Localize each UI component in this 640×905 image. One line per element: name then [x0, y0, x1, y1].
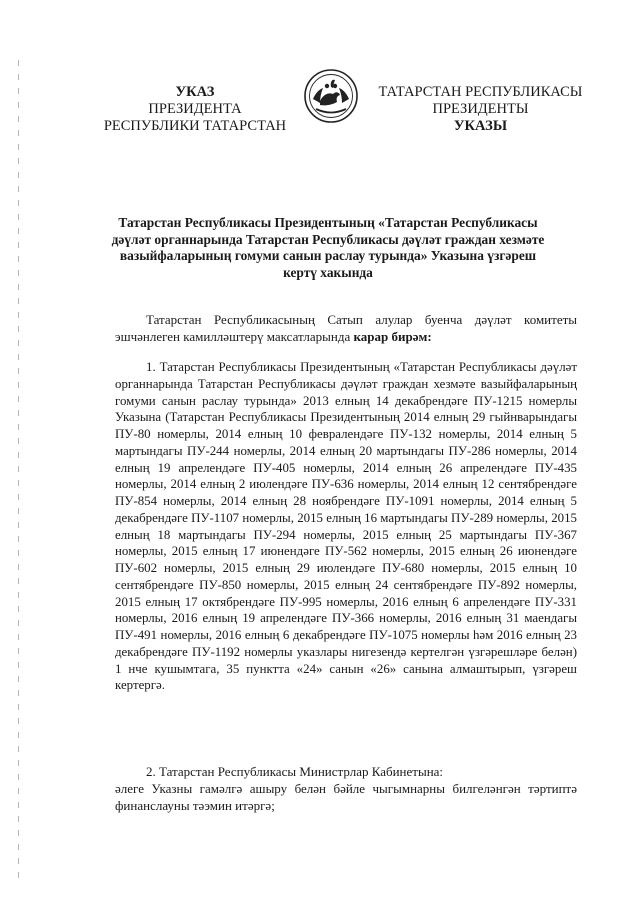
- paragraph-2-heading: 2. Татарстан Республикасы Министрлар Кабинетына:: [146, 764, 444, 779]
- header-right-tatar: [378, 84, 583, 135]
- header-left-russian: [95, 84, 295, 135]
- header-right-line2: ПРЕЗИДЕНТЫ: [432, 101, 529, 117]
- paragraph-1: 1. Татарстан Республикасы Президентының «Татарстан Республикасы дәүләт органнарында Татарстан Республикасы дәүләт граждан хезмәте вазыйфаларының гомуми санын раслау турында» 2013 елның 14 декабрендәге ПУ-1215 номерлы Указына (Татарстан Республикасы Президентының 2014 елның 29 гыйнварындагы ПУ-80 номерлы, 2014 елның 10 февралендәге ПУ-132 номерлы, 2014 елның 5 мартындагы ПУ-244 номерлы, 2014 елның 20 мартындагы ПУ-286 номерлы, 2014 елның 19 апрелендәге ПУ-405 номерлы, 2014 елның 26 апрелендәге ПУ-435 номерлы, 2014 елның 2 июлендәге ПУ-636 номерлы, 2014 елның 12 сентябрендәге ПУ-854 номерлы, 2014 елның 28 ноябрендәге ПУ-1091 номерлы, 2014 елның 5 декабрендәге ПУ-1107 номерлы, 2015 елның 16 мартындагы ПУ-289 номерлы, 2015 елның 18 мартындагы ПУ-294 номерлы, 2015 елның 25 мартындагы ПУ-367 номерлы, 2015 елның 17 июнендәге ПУ-562 номерлы, 2015 елның 26 июнендәге ПУ-602 номерлы, 2015 елның 29 июлендәге ПУ-680 номерлы, 2015 елның 10 сентябрендәге ПУ-850 номерлы, 2015 елның 24 сентябрендәге ПУ-892 номерлы, 2015 елның 17 октябрендәге ПУ-995 номерлы, 2016 елның 6 апрелендәге ПУ-331 номерлы, 2016 елның 19 апрелендәге ПУ-366 номерлы, 2016 елның 31 маендагы ПУ-491 номерлы, 2016 елның 6 декабрендәге ПУ-1075 номерлы һәм 2016 елның 23 декабрендәге ПУ-1192 номерлы указлары нигезендә кертелгән үзгәрешләре белән) 1 нче кушымтага, 35 пунктта «24» санын «26» санына алмаштырып, үзгәреш кертергә.: [115, 360, 577, 693]
- header-right-title: УКАЗЫ: [453, 118, 508, 134]
- preamble-paragraph: [115, 311, 577, 345]
- header-left-line3: РЕСПУБЛИКИ ТАТАРСТАН: [103, 118, 287, 134]
- header-right-line1: ТАТАРСТАН РЕСПУБЛИКАСЫ: [378, 84, 583, 100]
- preamble-decree: карар бирәм:: [353, 329, 432, 344]
- paragraph-2: [115, 763, 577, 814]
- scan-edge-artifact: [18, 60, 19, 880]
- preamble-text: Татарстан Республикасының Сатып алулар буенча дәүләт комитеты эшчәнлеген камилләштерү максатларында: [115, 312, 577, 344]
- document-title: Татарстан Республикасы Президентының «Татарстан Республикасы дәүләт органнарында Татарстан Республикасы дәүләт граждан хезмәте вазыйфаларының гомуми санын раслау турында» Указына үзгәреш кертү хакында: [111, 215, 545, 280]
- header-left-title: УКАЗ: [175, 84, 215, 100]
- header-left-line2: ПРЕЗИДЕНТА: [148, 101, 242, 117]
- tatarstan-coat-of-arms-icon: [303, 68, 359, 124]
- paragraph-2-item: әлеге Указны гамәлгә ашыру белән бәйле чыгымнарны билгеләнгән тәртиптә финанслауны тәэмин итәргә;: [115, 781, 577, 813]
